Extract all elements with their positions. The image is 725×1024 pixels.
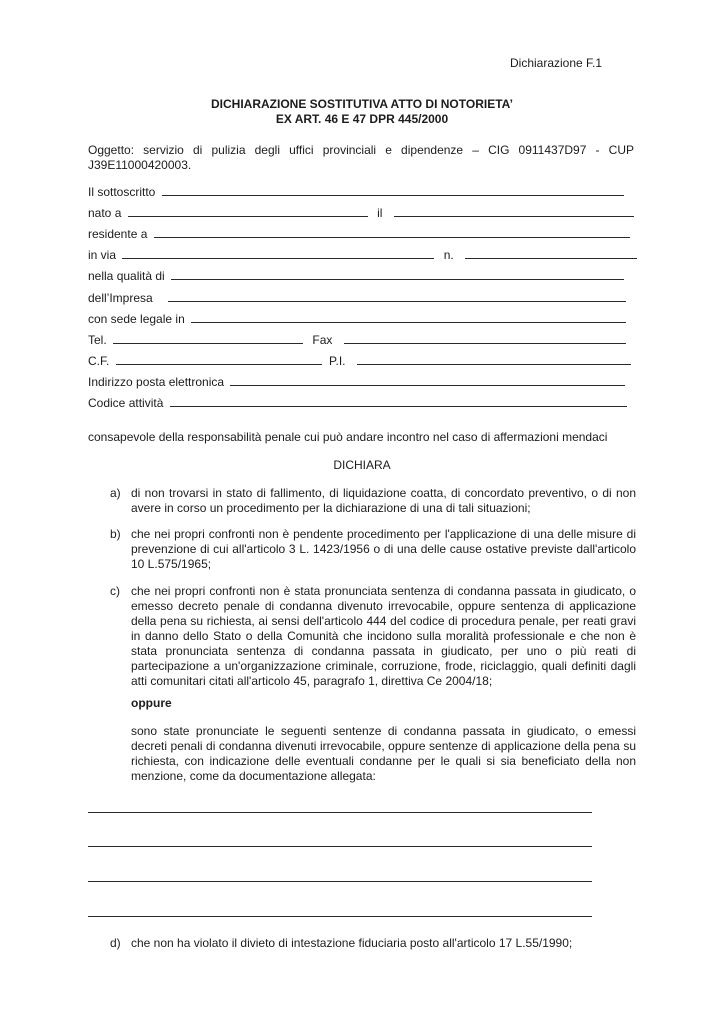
field-label-pi: P.I. — [329, 354, 346, 368]
field-label-il: il — [377, 206, 383, 220]
field-label-qualita: nella qualità di — [88, 269, 165, 283]
field-label-impresa: dell’Impresa — [88, 291, 153, 305]
item-text: che nei propri confronti non è pendente procedimento per l'applicazione di una delle misure di prevenzione di cui all'articolo 3 L. 1423/1956 o di una delle cause ostative previste dall'articolo 10 L.575/1965; — [131, 527, 636, 571]
field-row-pec — [88, 374, 625, 389]
field-row-nascita — [88, 205, 634, 220]
declaration-heading: DICHIARA — [333, 458, 391, 472]
blank-line[interactable] — [88, 812, 592, 813]
item-letter: b) — [110, 527, 121, 541]
field-line-sottoscritto[interactable] — [162, 184, 624, 196]
field-label-tel: Tel. — [88, 333, 107, 347]
field-row-impresa — [88, 290, 626, 305]
alternative-heading: oppure — [131, 696, 172, 710]
field-line-nato-a[interactable] — [128, 205, 368, 217]
field-label-in-via: in via — [88, 248, 117, 262]
field-label-numero: n. — [443, 248, 454, 262]
field-row-contatti — [88, 332, 626, 347]
item-text: che non ha violato il divieto di intestazione fiduciaria posto all'articolo 17 L.55/1990; — [131, 936, 573, 950]
document-reference: Dichiarazione F.1 — [510, 56, 603, 70]
field-line-residente-a[interactable] — [154, 226, 630, 238]
field-line-cf[interactable] — [116, 353, 322, 365]
field-row-sottoscritto — [88, 184, 624, 199]
field-label-fax: Fax — [312, 333, 333, 347]
blank-line[interactable] — [88, 881, 592, 882]
item-text: di non trovarsi in stato di fallimento, di liquidazione coatta, di concordato preventivo, o di non avere in corso un procedimento per la dichiarazione di una di tali situazioni; — [131, 486, 636, 515]
item-text: che nei propri confronti non è stata pronunciata sentenza di condanna passata in giudicato, o emesso decreto penale di condanna divenuto irrevocabile, oppure sentenza di applicazione della pena su richiesta, ai sensi dell'articolo 444 del codice di procedura penale, per reati gravi in danno dello Stato o della Comunità che incidono sulla moralità professionale e che non è stata pronunciata sentenza di condanna passata in giudicato, per uno o più reati di partecipazione a un'organizzazione criminale, corruzione, frode, riciclaggio, quali definiti dagli atti comunitari citati all'articolo 45, paragrafo 1, direttiva Ce 2004/18; — [131, 584, 636, 688]
field-line-numero[interactable] — [465, 247, 637, 259]
field-label-pec: Indirizzo posta elettronica — [88, 375, 225, 389]
field-row-fiscale — [88, 353, 631, 368]
field-line-data-nascita[interactable] — [394, 205, 634, 217]
field-line-tel[interactable] — [113, 332, 303, 344]
item-letter: a) — [110, 486, 121, 500]
field-row-codice — [88, 395, 627, 410]
field-line-via[interactable] — [122, 247, 434, 259]
field-line-fax[interactable] — [344, 332, 626, 344]
document-title: DICHIARAZIONE SOSTITUTIVA ATTO DI NOTORIETA’ — [210, 97, 513, 111]
field-line-qualita[interactable] — [171, 268, 624, 280]
field-row-residenza — [88, 226, 630, 241]
awareness-statement: consapevole della responsabilità penale cui può andare incontro nel caso di affermazioni mendaci — [88, 430, 608, 444]
field-label-sottoscritto: Il sottoscritto — [88, 185, 156, 199]
alternative-paragraph: sono state pronunciate le seguenti sentenze di condanna passata in giudicato, o emessi decreti penali di condanna divenuti irrevocabile, oppure sentenze di applicazione della pena su richiesta, con indicazione delle eventuali condanne per le quali si sia beneficiato della non menzione, come da documentazione allegata: — [131, 724, 636, 783]
field-label-sede: con sede legale in — [88, 312, 185, 326]
field-line-pi[interactable] — [357, 353, 631, 365]
blank-line[interactable] — [88, 916, 592, 917]
field-row-indirizzo — [88, 247, 637, 262]
field-line-pec[interactable] — [230, 374, 625, 386]
item-letter: c) — [110, 584, 120, 598]
field-label-cf: C.F. — [88, 354, 110, 368]
field-row-sede — [88, 311, 626, 326]
field-row-qualita — [88, 268, 624, 283]
subject-paragraph: Oggetto: servizio di pulizia degli uffici provinciali e dipendenze – CIG 0911437D97 - CUP J39E11000420003. — [88, 143, 634, 172]
field-line-codice-attivita[interactable] — [170, 395, 627, 407]
blank-line[interactable] — [88, 846, 592, 847]
item-letter: d) — [110, 936, 121, 950]
field-line-impresa[interactable] — [168, 290, 626, 302]
field-label-codice-attivita: Codice attività — [88, 396, 164, 410]
field-line-sede[interactable] — [191, 311, 626, 323]
document-subtitle: EX ART. 46 E 47 DPR 445/2000 — [275, 112, 449, 126]
field-label-nato-a: nato a — [88, 206, 122, 220]
field-label-residente-a: residente a — [88, 227, 148, 241]
